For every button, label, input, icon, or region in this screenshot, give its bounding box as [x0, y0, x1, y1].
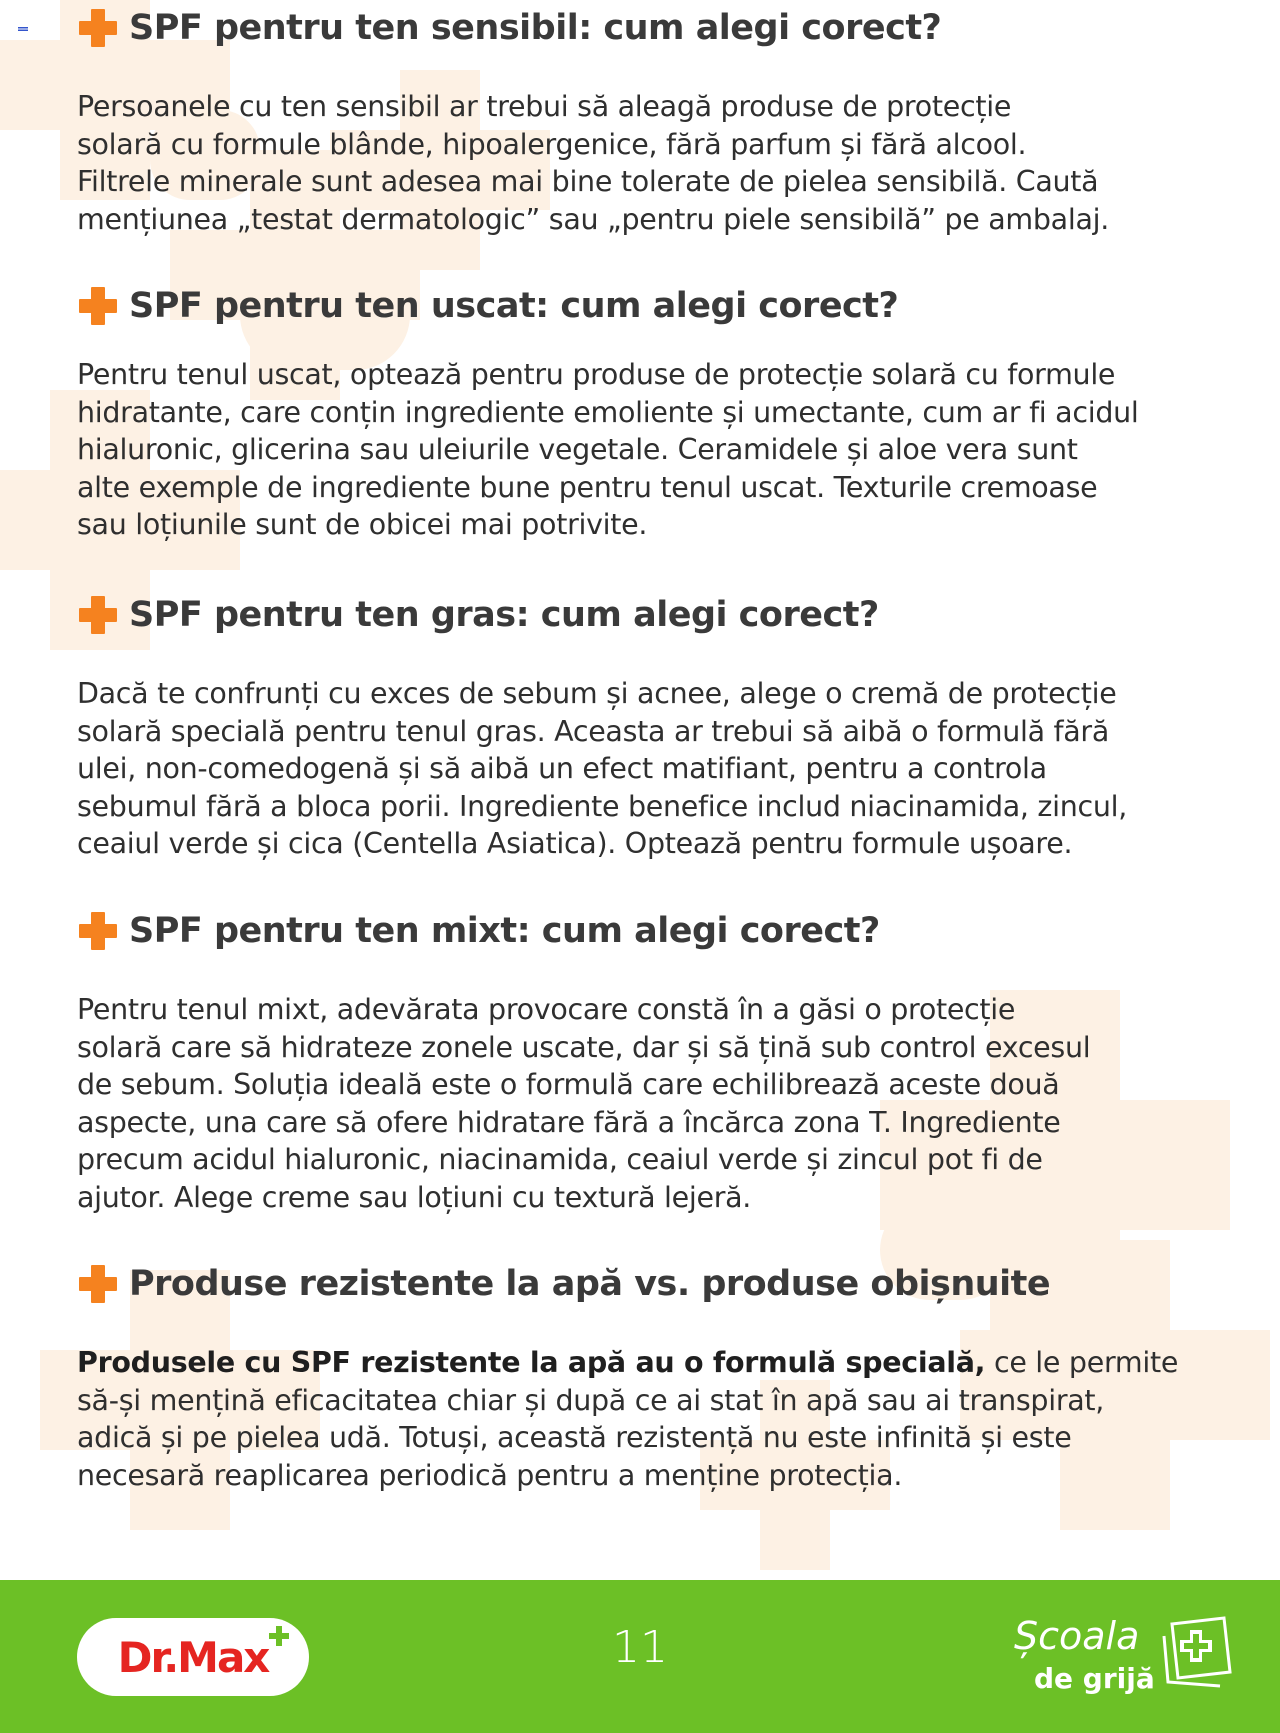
body-line: sebumul fără a bloca porii. Ingrediente benefice includ niacinamida, zincul,: [77, 789, 1127, 823]
body-line: ajutor. Alege creme sau loțiuni cu textură lejeră.: [77, 1180, 752, 1214]
section-body: [77, 356, 1217, 544]
section-heading: [77, 905, 1217, 957]
body-line: ceaiul verde și cica (Centella Asiatica). Optează pentru formule ușoare.: [77, 827, 1073, 861]
section-heading: [77, 589, 1217, 641]
body-line: solară specială pentru tenul gras. Aceasta ar trebui să aibă o formulă fără: [77, 714, 1110, 748]
body-line: solară care să hidrateze zonele uscate, dar și să țină sub control excesul: [77, 1030, 1091, 1064]
plus-icon: [77, 910, 119, 952]
brand-line2: de grijă: [1034, 1662, 1155, 1695]
book-plus-icon: [1154, 1616, 1240, 1688]
body-line: alte exemple de ingrediente bune pentru tenul uscat. Texturile cremoase: [77, 470, 1098, 504]
section-heading: [77, 280, 1217, 332]
dr-max-logo: [77, 1618, 309, 1696]
plus-icon: [77, 7, 119, 49]
body-line: necesară reaplicarea periodică pentru a menține protecția.: [77, 1458, 903, 1492]
logo-text: [118, 1633, 269, 1682]
logo-wordmark: Dr.Max: [117, 1632, 269, 1682]
body-line: precum acidul hialuronic, niacinamida, ceaiul verde și zincul pot fi de: [77, 1143, 1043, 1177]
section-water-resistant: [77, 1258, 1217, 1494]
section-dry-skin: [77, 280, 1217, 544]
bold-lead: Produsele cu SPF rezistente la apă au o formulă specială,: [77, 1346, 986, 1379]
body-line: Pentru tenul mixt, adevărata provocare constă în a găsi o protecție: [77, 993, 1016, 1026]
scoala-de-grija-logo: [1012, 1604, 1242, 1714]
section-body: [77, 675, 1217, 863]
section-sensitive-skin: [77, 2, 1217, 238]
plus-icon: [77, 285, 119, 327]
body-line: Persoanele cu ten sensibil ar trebui să aleagă produse de protecție: [77, 90, 1012, 123]
body-line: să-și mențină eficacitatea chiar și după ce ai stat în apă sau ai transpirat,: [77, 1383, 1105, 1417]
body-line: solară cu formule blânde, hipoalergenice, fără parfum și fără alcool.: [77, 127, 1027, 161]
body-line-rest: ce le permite: [985, 1346, 1179, 1379]
page-footer: [0, 1580, 1280, 1733]
body-line: sau loțiunile sunt de obicei mai potrivite.: [77, 508, 648, 542]
brand-line1: Școala: [1014, 1614, 1140, 1658]
plus-icon: [77, 1263, 119, 1305]
body-line: de sebum. Soluția ideală este o formulă care echilibrează aceste două: [77, 1068, 1060, 1102]
heading-text: Produse rezistente la apă vs. produse obișnuite: [129, 1264, 1051, 1304]
body-line: [77, 1344, 1217, 1382]
section-heading: [77, 1258, 1217, 1310]
page-number: 11: [612, 1622, 668, 1673]
section-heading: [77, 2, 1217, 54]
heading-text: SPF pentru ten sensibil: cum alegi corect?: [129, 8, 942, 48]
section-oily-skin: [77, 589, 1217, 863]
section-body: [77, 991, 1217, 1217]
body-line: mențiunea „testat dermatologic” sau „pentru piele sensibilă” pe ambalaj.: [77, 202, 1109, 236]
heading-text: SPF pentru ten uscat: cum alegi corect?: [129, 286, 899, 326]
heading-text: SPF pentru ten gras: cum alegi corect?: [129, 595, 879, 635]
body-line: Pentru tenul uscat, optează pentru produse de protecție solară cu formule: [77, 358, 1116, 391]
section-body: [77, 1344, 1217, 1494]
body-line: Filtrele minerale sunt adesea mai bine tolerate de pielea sensibilă. Caută: [77, 165, 1099, 199]
body-line: adică și pe pielea udă. Totuși, această rezistență nu este infinită și este: [77, 1421, 1072, 1455]
body-line: Dacă te confrunți cu exces de sebum și acnee, alege o cremă de protecție: [77, 677, 1117, 710]
section-combination-skin: [77, 905, 1217, 1217]
heading-text: SPF pentru ten mixt: cum alegi corect?: [129, 911, 880, 951]
section-body: [77, 88, 1217, 238]
body-line: hidratante, care conțin ingrediente emoliente și umectante, cum ar fi acidul: [77, 395, 1139, 429]
plus-icon: [77, 594, 119, 636]
body-line: aspecte, una care să ofere hidratare fără a încărca zona T. Ingrediente: [77, 1105, 1061, 1139]
corner-marker: [18, 18, 28, 22]
logo-plus-icon: [268, 1625, 290, 1647]
body-line: ulei, non-comedogenă și să aibă un efect matifiant, pentru a controla: [77, 752, 1047, 786]
body-line: hialuronic, glicerina sau uleiurile vegetale. Ceramidele și aloe vera sunt: [77, 433, 1078, 467]
